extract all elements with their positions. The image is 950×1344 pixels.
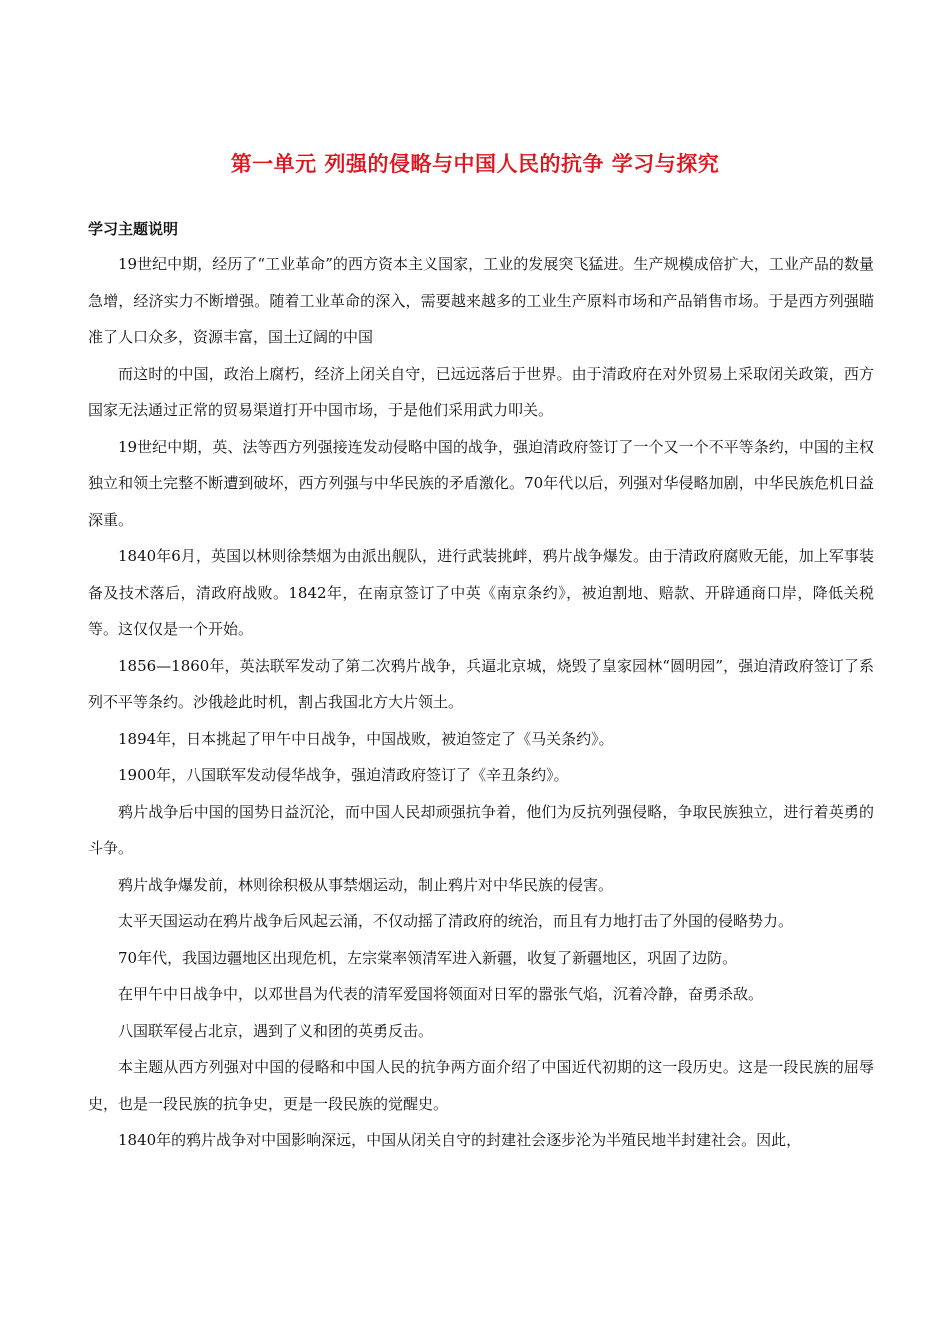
paragraph: 19世纪中期，经历了“工业革命”的西方资本主义国家，工业的发展突飞猛进。生产规模成倍扩大，工业产品的数量急增，经济实力不断增强。随着工业革命的深入，需要越来越多的工业生产原料市场和产品销售市场。于是西方列强瞄准了人口众多，资源丰富，国土辽阔的中国 <box>88 255 874 346</box>
section-heading: 学习主题说明 <box>88 220 179 238</box>
paragraph: 而这时的中国，政治上腐朽，经济上闭关自守，已远远落后于世界。由于清政府在对外贸易上采取闭关政策，西方国家无法通过正常的贸易渠道打开中国市场，于是他们采用武力叩关。 <box>88 364 874 419</box>
paragraph: 在甲午中日战争中，以邓世昌为代表的清军爱国将领面对日军的嚣张气焰，沉着冷静，奋勇杀敌。 <box>118 985 764 1003</box>
paragraph: 1856—1860年，英法联军发动了第二次鸦片战争，兵逼北京城，烧毁了皇家园林“圆明园”，强迫清政府签订了系列不平等条约。沙俄趁此时机，割占我国北方大片领土。 <box>88 656 874 711</box>
paragraph: 19世纪中期，英、法等西方列强接连发动侵略中国的战争，强迫清政府签订了一个又一个不平等条约，中国的主权独立和领土完整不断遭到破坏，西方列强与中华民族的矛盾激化。70年代以后，列强对华侵略加剧，中华民族危机日益深重。 <box>88 437 874 529</box>
body-text <box>88 246 874 1159</box>
paragraph: 70年代，我国边疆地区出现危机，左宗棠率领清军进入新疆，收复了新疆地区，巩固了边防。 <box>118 948 738 967</box>
paragraph: 八国联军侵占北京，遇到了义和团的英勇反击。 <box>118 1021 434 1040</box>
paragraph: 鸦片战争爆发前，林则徐积极从事禁烟运动，制止鸦片对中华民族的侵害。 <box>118 875 614 894</box>
paragraph: 1840年6月，英国以林则徐禁烟为由派出舰队，进行武装挑衅，鸦片战争爆发。由于清政府腐败无能，加上军事装备及技术落后，清政府战败。1842年，在南京签订了中英《南京条约》，被迫割地、赔款、开辟通商口岸，降低关税等。这仅仅是一个开始。 <box>88 547 874 638</box>
paragraph: 1900年，八国联军发动侵华战争，强迫清政府签订了《辛丑条约》。 <box>118 766 569 784</box>
paragraph: 太平天国运动在鸦片战争后风起云涌，不仅动摇了清政府的统治，而且有力地打击了外国的侵略势力。 <box>118 912 794 930</box>
paragraph: 1894年，日本挑起了甲午中日战争，中国战败，被迫签定了《马关条约》。 <box>118 729 614 748</box>
paragraph: 本主题从西方列强对中国的侵略和中国人民的抗争两方面介绍了中国近代初期的这一段历史。这是一段民族的屈辱史，也是一段民族的抗争史，更是一段民族的觉醒史。 <box>88 1058 874 1113</box>
document-title: 第一单元 列强的侵略与中国人民的抗争 学习与探究 <box>230 152 720 176</box>
paragraph: 1840年的鸦片战争对中国影响深远，中国从闭关自守的封建社会逐步沦为半殖民地半封建社会。因此， <box>118 1131 802 1149</box>
paragraph: 鸦片战争后中国的国势日益沉沦，而中国人民却顽强抗争着，他们为反抗列强侵略，争取民族独立，进行着英勇的斗争。 <box>88 802 874 857</box>
